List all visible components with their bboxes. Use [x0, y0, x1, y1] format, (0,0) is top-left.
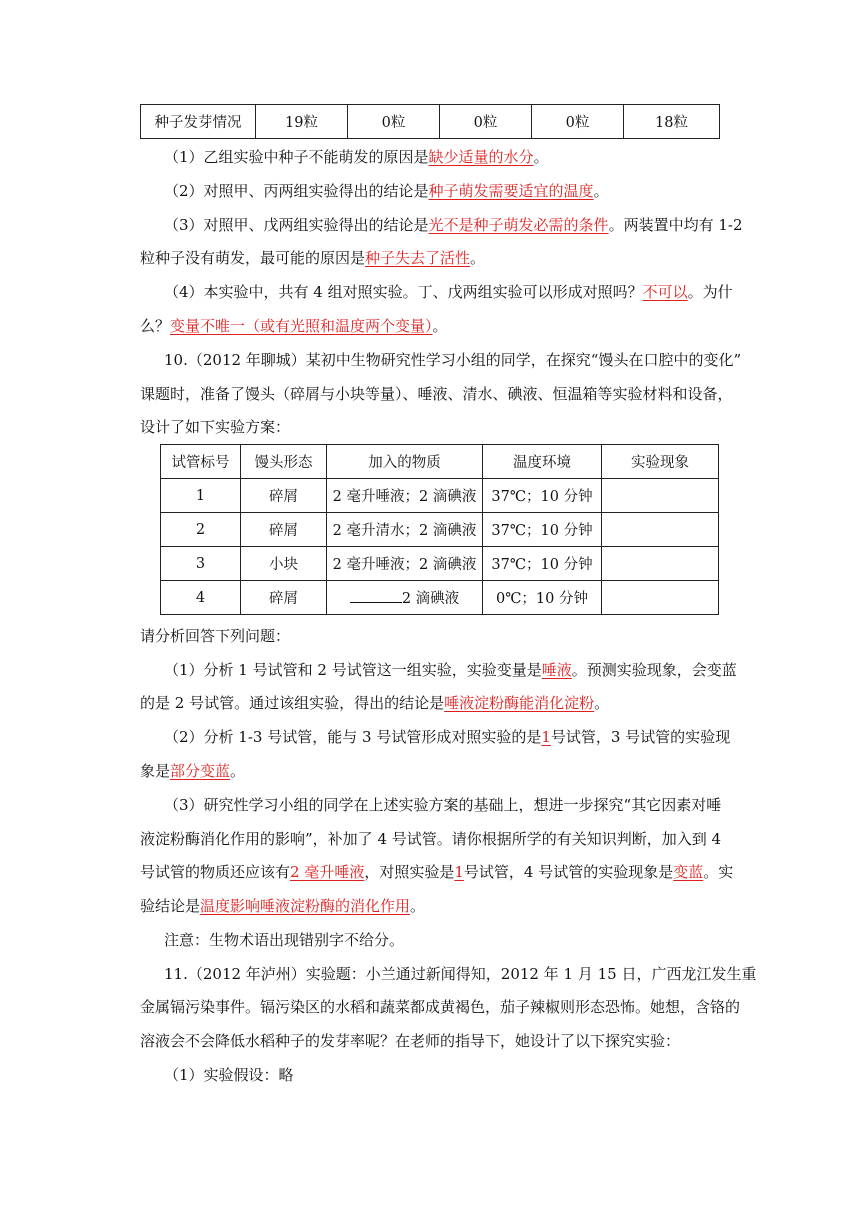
- text: 。为什: [687, 283, 733, 301]
- table-cell: [602, 581, 719, 615]
- table-cell: [327, 581, 483, 615]
- table-cell: [602, 513, 719, 547]
- q9-answer-4: [164, 282, 754, 302]
- germination-table: [140, 104, 720, 139]
- table-row: [161, 547, 719, 581]
- text: 么？: [140, 317, 171, 335]
- text: （1）乙组实验中种子不能萌发的原因是: [164, 148, 429, 166]
- answer: 部分变蓝: [170, 762, 231, 780]
- table-cell: 2 毫升唾液；2 滴碘液: [327, 479, 483, 513]
- q10-answer-3-line1: （3）研究性学习小组的同学在上述实验方案的基础上，想进一步探究“其它因素对唾: [164, 796, 722, 814]
- q10-answer-3-line2: 液淀粉酶消化作用的影响”，补加了 4 号试管。请你根据所学的有关知识判断，加入到 4: [140, 830, 722, 848]
- text: 。: [470, 249, 486, 267]
- fill-blank: [350, 588, 402, 603]
- table-cell: 1: [161, 479, 241, 513]
- answer: 变量不唯一（或有光照和温度两个变量）: [170, 317, 433, 335]
- table-cell: 碎屑: [241, 581, 327, 615]
- q9-answer-2: [164, 181, 754, 201]
- q10-prompt: 请分析回答下列问题：: [140, 627, 291, 645]
- experiment-table: [160, 444, 719, 615]
- q9-answer-1: [164, 147, 754, 167]
- table-cell: 0粒: [348, 105, 440, 139]
- q9-answer-4-cont: [140, 316, 730, 336]
- table-cell: 0粒: [440, 105, 532, 139]
- q10-answer-1: [164, 660, 754, 680]
- q11-line1: 11.（2012 年泸州）实验题：小兰通过新闻得知，2012 年 1 月 15 日，广西龙江发生重: [164, 965, 757, 983]
- table-header: 温度环境: [483, 445, 602, 479]
- table-row: [161, 513, 719, 547]
- table-header: 试管标号: [161, 445, 241, 479]
- q10-answer-2-cont: [140, 761, 730, 781]
- table-header: 馒头形态: [241, 445, 327, 479]
- text: 。两装置中均有 1-2: [608, 216, 743, 234]
- table-cell: [602, 479, 719, 513]
- table-cell: 0℃；10 分钟: [483, 581, 602, 615]
- table-cell: 19粒: [256, 105, 348, 139]
- answer: 温度影响唾液淀粉酶的消化作用: [200, 897, 411, 915]
- q11-line3: 溶液会不会降低水稻种子的发芽率呢？在老师的指导下，她设计了以下探究实验：: [140, 1032, 681, 1050]
- table-row: [161, 581, 719, 615]
- q9-answer-3-cont: [140, 248, 730, 268]
- text: ，对照实验是: [364, 863, 455, 881]
- q10-answer-3-line3: [140, 862, 734, 882]
- text: 。: [230, 762, 246, 780]
- text: （1）分析 1 号试管和 2 号试管这一组实验，实验变量是: [164, 661, 542, 679]
- q10-note: 注意：生物术语出现错别字不给分。: [164, 931, 405, 949]
- answer: 种子萌发需要适宜的温度: [428, 182, 594, 200]
- table-cell: 4: [161, 581, 241, 615]
- text: 号试管，3 号试管的实验现: [550, 728, 731, 746]
- answer: 种子失去了活性: [365, 249, 471, 267]
- text: （4）本实验中，共有 4 组对照实验。丁、戊两组实验可以形成对照吗？: [164, 283, 643, 301]
- answer: 1: [454, 863, 464, 881]
- text: 。: [593, 182, 609, 200]
- text: 。预测实验现象，会变蓝: [571, 661, 737, 679]
- q10-intro-1: 10.（2012 年聊城）某初中生物研究性学习小组的同学，在探究“馒头在口腔中的变化”: [164, 351, 742, 369]
- table-cell: 3: [161, 547, 241, 581]
- table-header-row: [161, 445, 719, 479]
- text: 。: [594, 694, 610, 712]
- answer: 变蓝: [673, 863, 704, 881]
- table-cell: 碎屑: [241, 479, 327, 513]
- table-cell: 37℃；10 分钟: [483, 513, 602, 547]
- q10-answer-2: [164, 727, 754, 747]
- cell-text: 2 滴碘液: [401, 591, 460, 607]
- table-cell: 小块: [241, 547, 327, 581]
- text: 。: [432, 317, 448, 335]
- q10-intro-3: 设计了如下实验方案：: [140, 418, 291, 436]
- q11-line2: 金属镉污染事件。镉污染区的水稻和蔬菜都成黄褐色，茄子辣椒则形态恐怖。她想，含铬的: [140, 998, 741, 1016]
- text: 验结论是: [140, 897, 201, 915]
- table-cell: 2 毫升清水；2 滴碘液: [327, 513, 483, 547]
- q10-answer-3-line4: [140, 896, 730, 916]
- text: 号试管的物质还应该有: [140, 863, 291, 881]
- text: 。: [533, 148, 549, 166]
- table-cell: 2 毫升唾液；2 滴碘液: [327, 547, 483, 581]
- table-cell: 种子发芽情况: [141, 105, 256, 139]
- table-cell: 37℃；10 分钟: [483, 479, 602, 513]
- table-header: 加入的物质: [327, 445, 483, 479]
- answer: 不可以: [642, 283, 688, 301]
- text: 象是: [140, 762, 171, 780]
- text: 。实: [703, 863, 734, 881]
- answer: 唾液淀粉酶能消化淀粉: [444, 694, 595, 712]
- text: 。: [410, 897, 426, 915]
- text: （2）对照甲、丙两组实验得出的结论是: [164, 182, 429, 200]
- table-cell: 18粒: [624, 105, 720, 139]
- text: （2）分析 1-3 号试管，能与 3 号试管形成对照实验的是: [164, 728, 542, 746]
- table-cell: 碎屑: [241, 513, 327, 547]
- text: 号试管，4 号试管的实验现象是: [463, 863, 674, 881]
- answer: 2 毫升唾液: [290, 863, 365, 881]
- table-row: [141, 105, 720, 139]
- table-header: 实验现象: [602, 445, 719, 479]
- text: （3）对照甲、戊两组实验得出的结论是: [164, 216, 429, 234]
- text: 的是 2 号试管。通过该组实验，得出的结论是: [140, 694, 445, 712]
- answer: 光不是种子萌发必需的条件: [428, 216, 609, 234]
- text: 粒种子没有萌发，最可能的原因是: [140, 249, 366, 267]
- q10-intro-2: 课题时，准备了馒头（碎屑与小块等量）、唾液、清水、碘液、恒温箱等实验材料和设备，: [140, 385, 733, 403]
- q11-line4: （1）实验假设：略: [164, 1066, 294, 1084]
- answer: 1: [541, 728, 551, 746]
- table-cell: 37℃；10 分钟: [483, 547, 602, 581]
- table-row: [161, 479, 719, 513]
- table-cell: [602, 547, 719, 581]
- answer: 唾液: [541, 661, 572, 679]
- q10-answer-1-cont: [140, 693, 730, 713]
- answer: 缺少适量的水分: [428, 148, 534, 166]
- table-cell: 0粒: [532, 105, 624, 139]
- table-cell: 2: [161, 513, 241, 547]
- q9-answer-3: [164, 215, 754, 235]
